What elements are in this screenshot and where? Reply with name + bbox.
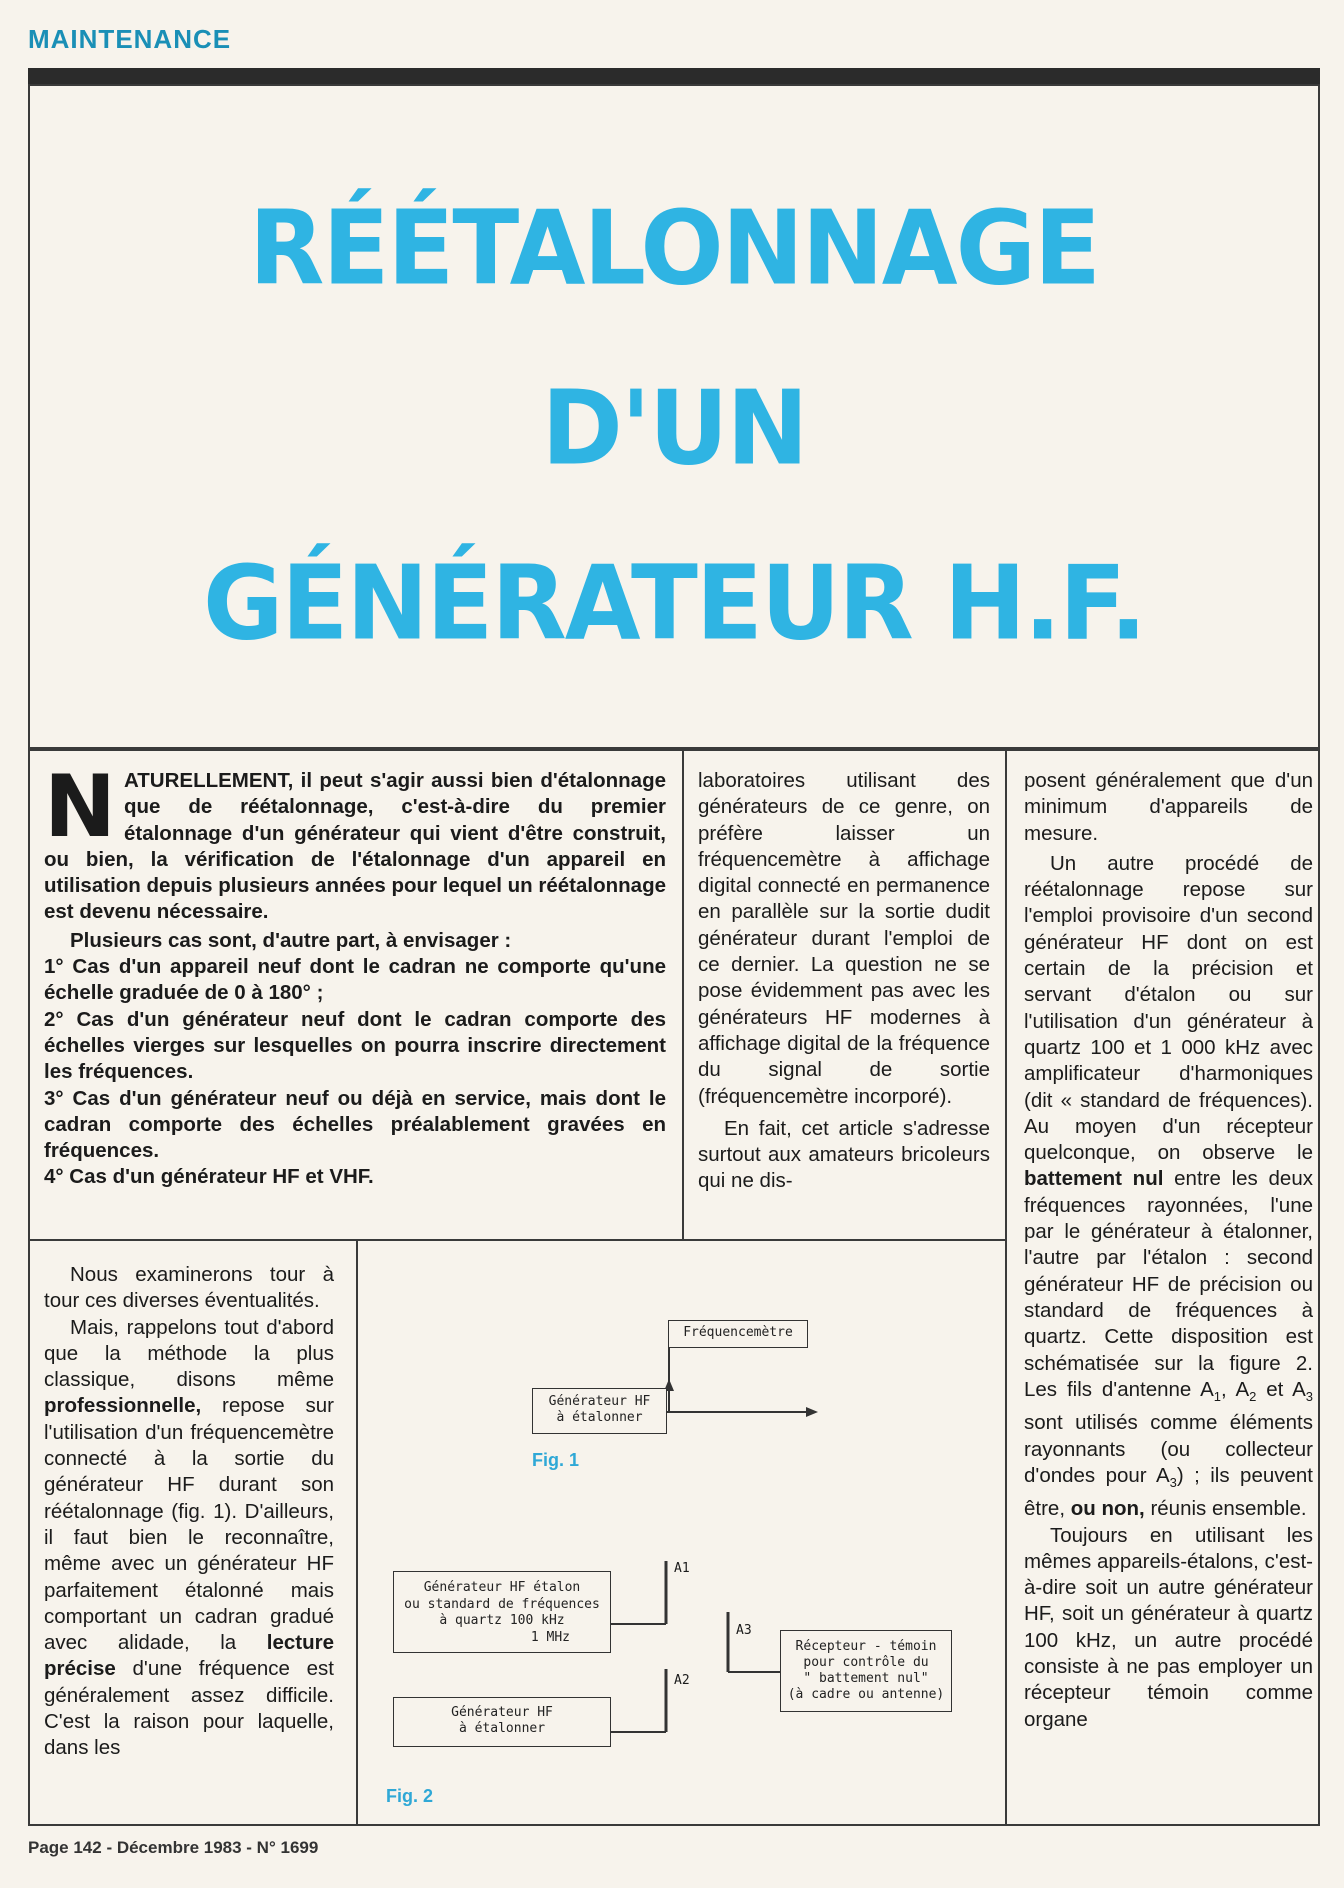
section-label: MAINTENANCE <box>28 24 232 54</box>
col3-sub-2: 2 <box>1249 1388 1257 1404</box>
fig2-receiver-line1: Récepteur - témoin <box>795 1639 937 1654</box>
fig2-generator-line1: Générateur HF <box>451 1705 553 1720</box>
col1-p2-a: Mais, rappelons tout d'abord que la méthode la plus classique, disons même <box>44 1315 334 1392</box>
col3-p2-g: ) ; ils peuvent être, <box>1024 1463 1314 1521</box>
title-line-2: D'UN <box>541 369 807 489</box>
col2-p1: laboratoires utilisant des générateurs de ce genre, on préfère laisser un fréquencemètre à affichage digital connecté en permanence en parallèle sur la sortie dudit générateur durant l'emploi de ce dernier. La question ne se pose évidemment pas avec les générateurs HF modernes à affichage digital de la fréquence du signal de sortie (fréquencemètre incorporé). <box>698 769 990 1108</box>
col2-p2: En fait, cet article s'adresse surtout aux amateurs bricoleurs qui ne dis- <box>698 1116 990 1193</box>
col1-p2-d: lecture précise <box>44 1631 334 1681</box>
antenna-a1-label: A1 <box>674 1561 690 1576</box>
fig2-receiver-line2: pour contrôle du <box>803 1655 929 1670</box>
col1-p1: Nous examinerons tour à tour ces diverses éventualités. <box>44 1263 334 1313</box>
antenna-a2-label: A2 <box>674 1673 690 1688</box>
col3-p2-c: entre les deux fréquences rayonnées, l'une par le générateur à étalonner, l'autre par l'étalon : second générateur HF de précision ou standard de fréquences à quartz. Cette disposition est schématisée sur la figure 2. Les fils d'antenne A <box>1024 1167 1313 1401</box>
fig2-receiver-box <box>780 1630 952 1712</box>
title-line-1: RÉÉTALONNAGE <box>249 189 1099 309</box>
col1-p2 <box>44 1315 334 1762</box>
fig1-label: Fig. 1 <box>532 1450 580 1470</box>
intro-case2: 2° Cas d'un générateur neuf dont le cadran comporte des échelles vierges sur lesquelles on pourra inscrire directement les fréquences. <box>44 1007 666 1084</box>
fig2-standard-line1: Générateur HF étalon <box>423 1580 581 1595</box>
intro-case1: 1° Cas d'un appareil neuf dont le cadran ne comporte qu'une échelle graduée de 0 à 180° ; <box>44 955 666 1005</box>
col3-text <box>1024 768 1313 1733</box>
fig2-standard-line4: 1 MHz <box>530 1629 570 1645</box>
fig1-freqmeter-box: Fréquencemètre <box>668 1320 808 1348</box>
fig2-label: Fig. 2 <box>386 1786 434 1806</box>
intro-text <box>44 757 666 1191</box>
fig2-standard-line3: à quartz 100 kHz <box>439 1613 565 1628</box>
col1-text <box>44 1262 334 1762</box>
intro-case4: 4° Cas d'un générateur HF et VHF. <box>44 1165 374 1189</box>
fig1-generator-line1: Générateur HF <box>548 1394 651 1409</box>
col3-p2-b: battement nul <box>1024 1167 1164 1191</box>
col3-p3: Toujours en utilisant les mêmes appareils-étalons, c'est-à-dire soit un autre générateur HF, soit un générateur à quartz 100 kHz, un autre procédé consiste à ne pas employer un récepteur témoin comme organe <box>1024 1523 1313 1731</box>
col1-p2-c: repose sur l'utilisation d'un fréquencemètre connecté à la sortie du générateur HF durant son réétalonnage (fig. 1). D'ailleurs, il faut bien le reconnaître, même avec un générateur HF parfaitement étalonné mais comportant un cadran gradué avec alidade, la <box>44 1394 334 1655</box>
fig2-standard-box <box>393 1571 611 1653</box>
col3-sub-3b: 3 <box>1169 1474 1177 1490</box>
col1-p2-b: professionnelle, <box>44 1394 202 1418</box>
col3-sub-3: 3 <box>1305 1388 1314 1404</box>
intro-case3: 3° Cas d'un générateur neuf ou déjà en service, mais dont le cadran comporte des échelles préalablement gravées en fréquences. <box>44 1086 666 1163</box>
antenna-a3-label: A3 <box>736 1623 752 1638</box>
col3-p2-h: ou non, <box>1070 1497 1145 1521</box>
col3-p2-f: sont utilisés comme éléments rayonnants (ou collecteur d'ondes pour A <box>1024 1411 1313 1487</box>
col3-p2-e: et A <box>1256 1377 1306 1401</box>
fig2-standard-line2: ou standard de fréquences <box>404 1596 600 1612</box>
fig1-generator-box <box>532 1388 667 1434</box>
col3-p2-i: réunis ensemble. <box>1150 1497 1307 1521</box>
page-footer: Page 142 - Décembre 1983 - N° 1699 <box>28 1838 319 1857</box>
fig2-generator-box <box>393 1697 611 1747</box>
col3-p1: posent généralement que d'un minimum d'appareils de mesure. <box>1024 769 1313 845</box>
col3-p2-a: Un autre procédé de réétalonnage repose sur l'emploi provisoire d'un second générateur HF dont on est certain de la précision et servant d'étalon ou sur l'utilisation d'un générateur à quartz 100 et 1 000 kHz avec amplificateur d'harmoniques (dit « standard de fréquences). Au moyen d'un récepteur quelconque, on observe le <box>1024 851 1313 1165</box>
col3-sub-1: 1 <box>1213 1388 1221 1404</box>
col3-p2 <box>1024 851 1313 1523</box>
title-line-3: GÉNÉRATEUR H.F. <box>202 544 1145 664</box>
fig2-receiver-line4: (à cadre ou antenne) <box>787 1687 945 1702</box>
fig2-generator-line2: à étalonner <box>458 1721 546 1736</box>
col3-p2-d: , A <box>1220 1377 1250 1401</box>
fig1-generator-line2: à étalonner <box>556 1410 643 1425</box>
col2-text <box>698 768 990 1195</box>
intro-p2: Plusieurs cas sont, d'autre part, à envisager : <box>70 928 512 952</box>
col1-p2-e: d'une fréquence est généralement assez difficile. C'est la raison pour laquelle, dans les <box>44 1657 334 1760</box>
dropcap: N <box>44 757 116 857</box>
fig2-receiver-line3: " battement nul" <box>803 1671 929 1686</box>
intro-p1: ATURELLEMENT, il peut s'agir aussi bien d'étalonnage que de réétalonnage, c'est-à-dire du premier étalonnage d'un générateur qui vient d'être construit, ou bien, la vérification de l'étalonnage d'un appareil en utilisation depuis plusieurs années pour lequel un réétalonnage est devenu nécessaire. <box>44 769 666 924</box>
top-rule <box>28 68 1320 84</box>
